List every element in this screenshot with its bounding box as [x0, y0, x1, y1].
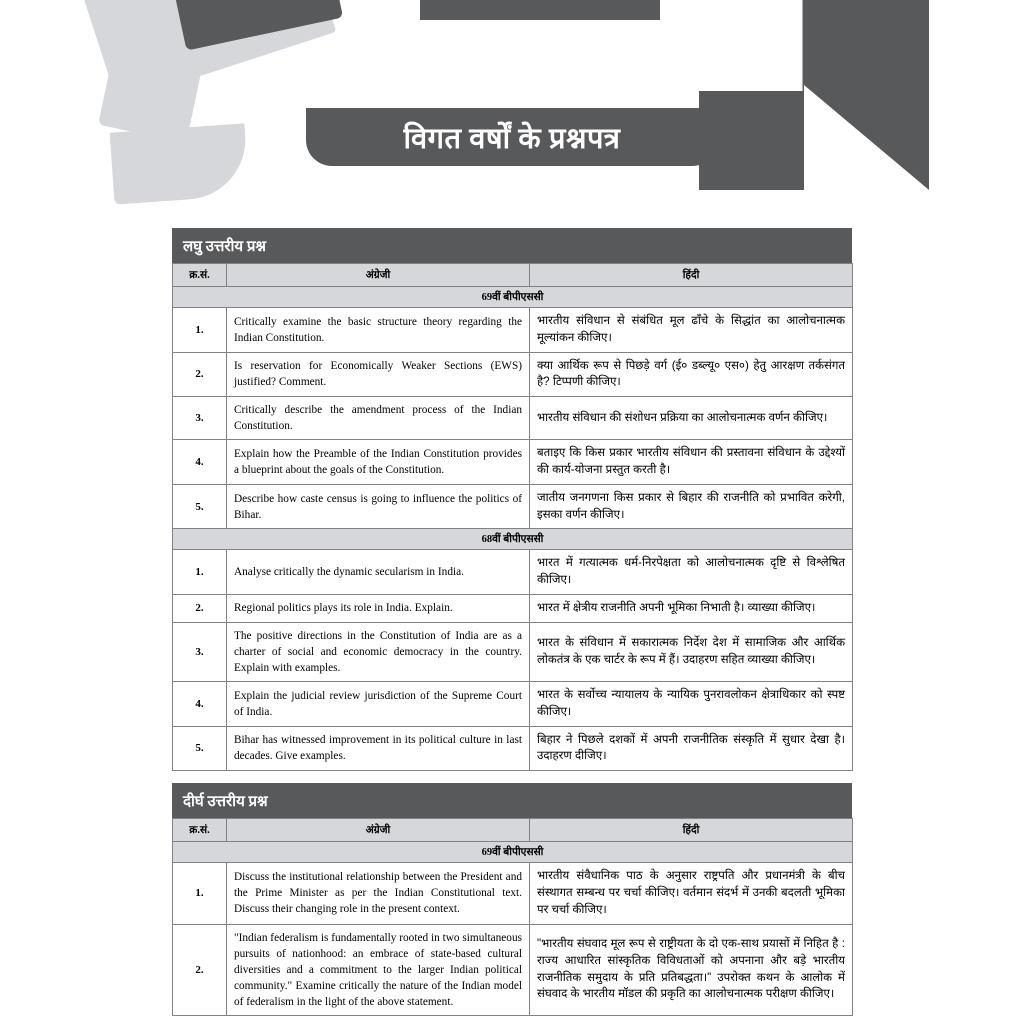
question-number: 2.: [173, 924, 227, 1015]
table-row: [173, 440, 853, 485]
page-title-banner: [306, 108, 718, 166]
question-number: 1.: [173, 308, 227, 353]
question-text-hindi: बिहार ने पिछले दशकों में अपनी राजनीतिक संस्कृति में सुधार देखा है। उदाहरण दीजिए।: [530, 726, 853, 771]
question-section: [172, 783, 852, 1016]
column-header-hindi: हिंदी: [530, 264, 853, 287]
table-row: [173, 484, 853, 529]
table-row: [173, 550, 853, 595]
question-text-english: Discuss the institutional relationship between the President and the Prime Minister as per the Indian Constitutional text. Discuss their changing role in the present context.: [227, 863, 530, 924]
question-number: 2.: [173, 595, 227, 623]
question-text-hindi: जातीय जनगणना किस प्रकार से बिहार की राजनीति को प्रभावित करेगी, इसका वर्णन कीजिए।: [530, 484, 853, 529]
content-area: [172, 228, 852, 1024]
section-heading: दीर्घ उत्तरीय प्रश्न: [172, 783, 852, 818]
question-section: [172, 228, 852, 771]
question-number: 5.: [173, 726, 227, 771]
question-text-english: Explain the judicial review jurisdiction of the Supreme Court of India.: [227, 681, 530, 726]
table-row: [173, 308, 853, 353]
table-row: [173, 726, 853, 771]
page-title: विगत वर्षों के प्रश्नपत्र: [403, 122, 621, 155]
column-header-sn: क्र.सं.: [173, 819, 227, 842]
exam-group-row: [173, 287, 853, 308]
question-number: 5.: [173, 484, 227, 529]
column-header-sn: क्र.सं.: [173, 264, 227, 287]
question-number: 3.: [173, 622, 227, 681]
table-row: [173, 595, 853, 623]
question-text-hindi: भारतीय संविधान की संशोधन प्रक्रिया का आलोचनात्मक वर्णन कीजिए।: [530, 397, 853, 440]
table-row: [173, 352, 853, 397]
table-row: [173, 397, 853, 440]
section-heading: लघु उत्तरीय प्रश्न: [172, 228, 852, 263]
exam-group-row: [173, 842, 853, 863]
question-text-hindi: भारतीय संवैधानिक पाठ के अनुसार राष्ट्रपति और प्रधानमंत्री के बीच संस्थागत सम्बन्ध पर चर्चा कीजिए। वर्तमान संदर्भ में उनकी बदलती भूमिका पर चर्चा कीजिए।: [530, 863, 853, 924]
column-header-english: अंग्रेजी: [227, 819, 530, 842]
question-number: 1.: [173, 550, 227, 595]
exam-group-label: 69वीं बीपीएससी: [173, 287, 853, 308]
question-text-hindi: भारत में क्षेत्रीय राजनीति अपनी भूमिका निभाती है। व्याख्या कीजिए।: [530, 595, 853, 623]
table-row: [173, 924, 853, 1015]
table-header-row: [173, 819, 853, 842]
question-text-english: Regional politics plays its role in India. Explain.: [227, 595, 530, 623]
question-text-english: Critically examine the basic structure theory regarding the Indian Constitution.: [227, 308, 530, 353]
table-header-row: [173, 264, 853, 287]
questions-table: [172, 818, 853, 1016]
exam-group-label: 68वीं बीपीएससी: [173, 529, 853, 550]
question-text-english: Describe how caste census is going to influence the politics of Bihar.: [227, 484, 530, 529]
question-text-hindi: "भारतीय संघवाद मूल रूप से राष्ट्रीयता के दो एक-साथ प्रयासों में निहित है : राज्य आधारित सांस्कृतिक विविधताओं को अपनाना और बड़े भारतीय राजनीतिक समुदाय के प्रति प्रतिबद्धता।" उपरोक्त कथन के आलोक में संघवाद के भारतीय मॉडल की प्रकृति का आलोचनात्मक परीक्षण कीजिए।: [530, 924, 853, 1015]
table-row: [173, 681, 853, 726]
question-text-hindi: भारत में गत्यात्मक धर्म-निरपेक्षता को आलोचनात्मक दृष्टि से विश्लेषित कीजिए।: [530, 550, 853, 595]
decorative-shape-dark-top: [420, 0, 660, 20]
question-text-english: "Indian federalism is fundamentally rooted in two simultaneous pursuits of nationhood: an embrace of state-based cultural diversities and a commitment to the larger Indian political community." Examine critically the nature of the Indian model of federalism in the light of the above statement.: [227, 924, 530, 1015]
question-text-english: Bihar has witnessed improvement in its political culture in last decades. Give examples.: [227, 726, 530, 771]
question-number: 2.: [173, 352, 227, 397]
question-text-english: Analyse critically the dynamic secularism in India.: [227, 550, 530, 595]
question-number: 3.: [173, 397, 227, 440]
question-text-english: Explain how the Preamble of the Indian Constitution provides a blueprint about the goals of the Constitution.: [227, 440, 530, 485]
question-text-hindi: क्या आर्थिक रूप से पिछड़े वर्ग (ई० डब्ल्यू० एस०) हेतु आरक्षण तर्कसंगत है? टिप्पणी कीजिए।: [530, 352, 853, 397]
question-text-hindi: बताइए कि किस प्रकार भारतीय संविधान की प्रस्तावना संविधान के उद्देश्यों की कार्य-योजना प्रस्तुत करती है।: [530, 440, 853, 485]
question-number: 4.: [173, 681, 227, 726]
question-text-english: Is reservation for Economically Weaker Sections (EWS) justified? Comment.: [227, 352, 530, 397]
decorative-shape-light-3: [110, 123, 250, 204]
column-header-hindi: हिंदी: [530, 819, 853, 842]
column-header-english: अंग्रेजी: [227, 264, 530, 287]
question-text-hindi: भारत के सर्वोच्च न्यायालय के न्यायिक पुनरावलोकन क्षेत्राधिकार को स्पष्ट कीजिए।: [530, 681, 853, 726]
exam-group-label: 69वीं बीपीएससी: [173, 842, 853, 863]
question-number: 4.: [173, 440, 227, 485]
question-text-hindi: भारतीय संविधान से संबंधित मूल ढाँचे के सिद्धांत का आलोचनात्मक मूल्यांकन कीजिए।: [530, 308, 853, 353]
question-text-hindi: भारत के संविधान में सकारात्मक निर्देश देश में सामाजिक और आर्थिक लोकतंत्र के एक चार्टर के रूप में हैं। उदाहरण सहित व्याख्या कीजिए।: [530, 622, 853, 681]
exam-group-row: [173, 529, 853, 550]
questions-table: [172, 263, 853, 771]
question-text-english: The positive directions in the Constitution of India are as a charter of social and economic democracy in the country. Explain with examples.: [227, 622, 530, 681]
question-text-english: Critically describe the amendment process of the Indian Constitution.: [227, 397, 530, 440]
question-number: 1.: [173, 863, 227, 924]
table-row: [173, 863, 853, 924]
table-row: [173, 622, 853, 681]
